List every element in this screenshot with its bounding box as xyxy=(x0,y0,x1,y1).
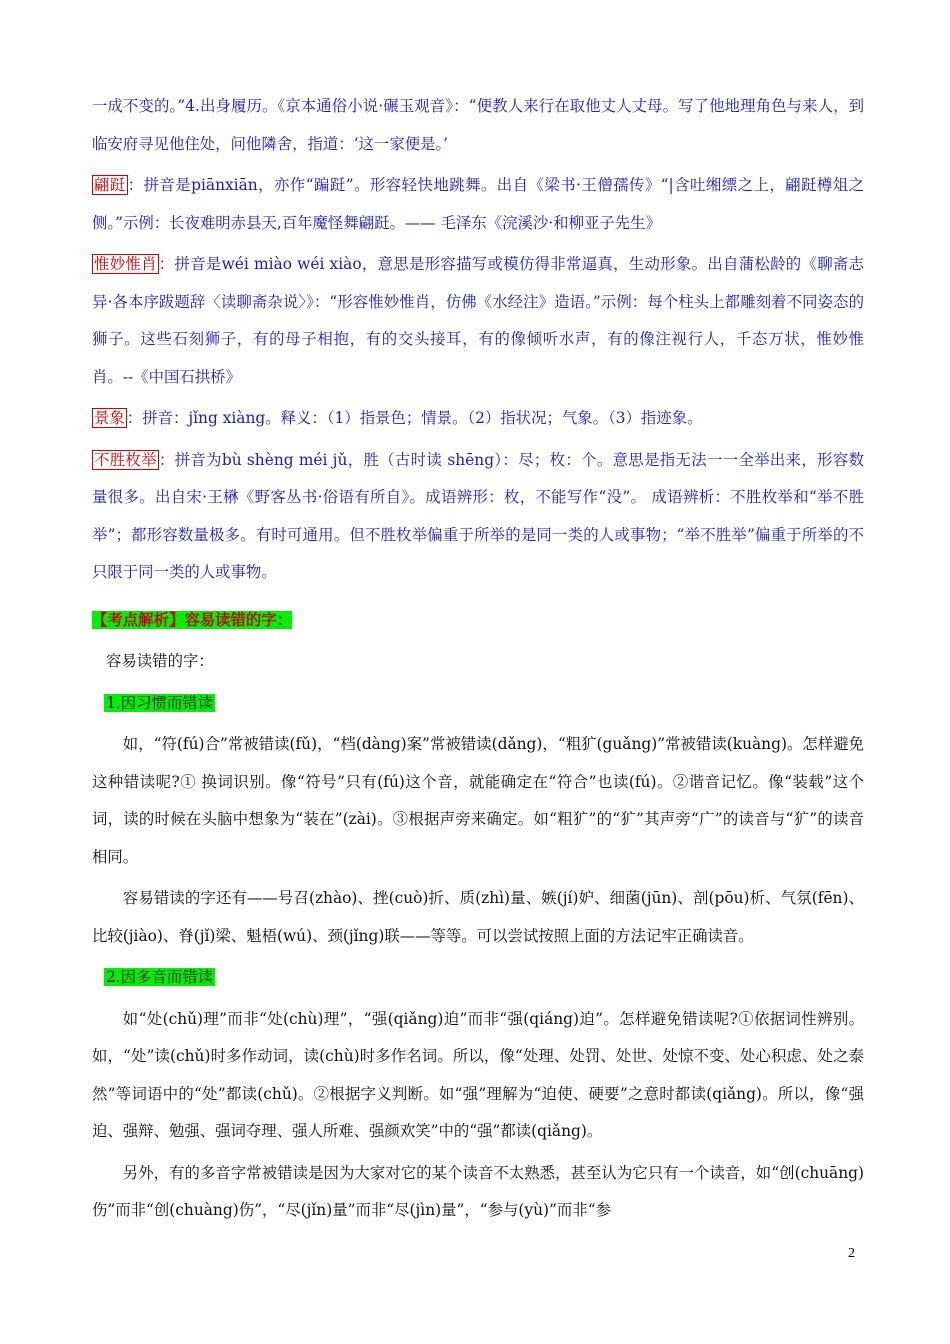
paragraph-jingben: 一成不变的。”4.出身履历。《京本通俗小说·碾玉观音》：“便教人来行在取他丈人丈母。写了他地理角色与来人，到临安府寻见他住处，问他隣舍，指道：‘这一家便是。’ xyxy=(92,97,864,153)
paragraph-polyphone-more: 另外，有的多音字常被错读是因为大家对它的某个读音不太熟悉，甚至认为它只有一个读音，如“创(chuāng)伤”而非“创(chuàng)伤”，“尽(jǐn)量”而非“尽(jìn)量”，“参与(yù)”而非“参 xyxy=(92,1163,864,1219)
term-jingxiang: 景象 xyxy=(94,409,125,427)
definition-jingxiang: ：拼音：jǐng xiàng。释义：（1）指景色；情景。（2）指状况；气象。（3）指迹象。 xyxy=(126,409,703,427)
subsection-heading-polyphone: 2.因多音而错读 xyxy=(106,968,214,986)
definition-weimiaoweixiao: ：拼音是wéi miào wéi xiào，意思是形容描写或模仿得非常逼真，生动形象。出自蒲松龄的《聊斋志异·各本序跋题辞〈读聊斋杂说〉》：“形容惟妙惟肖，仿佛《水经注》造语。”示例：每个柱头上都雕刻着不同姿态的狮子。这些石刻狮子，有的母子相抱，有的交头接耳，有的像倾听水声，有的像注视行人，千态万状，惟妙惟肖。--《中国石拱桥》 xyxy=(92,255,864,386)
paragraph-habit-examples: 容易错读的字还有——号召(zhào)、挫(cuò)折、质(zhì)量、嫉(jí)妒、细菌(jūn)、剖(pōu)析、气氛(fēn)、比较(jiào)、脊(jǐ)梁、魁梧(wú)、颈(jǐng)联——等等。可以尝试按照上面的方法记牢正确读音。 xyxy=(92,889,864,945)
page-content xyxy=(92,88,864,1234)
definition-bushengmeiju: ：拼音为bù shèng méi jǔ，胜（古时读 shēng）：尽；枚：个。意思是指无法一一全举出来，形容数量很多。出自宋·王楙《野客丛书·俗语有所自》。成语辨形：枚，不能写作“没”。 成语辨析：不胜枚举和“举不胜举”；都形容数量极多。有时可通用。但不胜枚举偏重于所举的是同一类的人或事物；“举不胜举”偏重于所举的不只限于同一类的人或事物。 xyxy=(92,450,864,581)
section-intro: 容易读错的字： xyxy=(106,652,214,670)
paragraph-pianxian xyxy=(92,167,864,242)
paragraph-weimiaoweixiao xyxy=(92,246,864,396)
term-pianxian: 翩跹 xyxy=(94,176,126,194)
paragraph-jingxiang xyxy=(92,400,864,438)
term-bushengmeiju: 不胜枚举 xyxy=(94,450,157,469)
paragraph-polyphone-explanation: 如“处(chǔ)理”而非“处(chù)理”，“强(qiǎng)迫”而非“强(qiáng)迫”。怎样避免错读呢?①依据词性辨别。如，“处”读(chǔ)时多作动词，读(chù)时多作名词。所以，像“处理、处罚、处世、处惊不变、处心积虑、处之泰然”等词语中的“处”都读(chǔ)。②根据字义判断。如“强”理解为“迫使、硬要”之意时都读(qiǎng)。所以，像“强迫、强辩、勉强、强词夺理、强人所难、强颜欢笑”中的“强”都读(qiǎng)。 xyxy=(92,1009,864,1140)
subsection-heading-habit: 1.因习惯而错读 xyxy=(106,693,214,712)
section-heading: 【考点解析】容易读错的字： xyxy=(92,610,293,629)
term-weimiaoweixiao: 惟妙惟肖 xyxy=(94,255,157,273)
page-number: 2 xyxy=(848,1246,855,1261)
paragraph-habit-explanation: 如，“符(fú)合”常被错读(fǔ)，“档(dàng)案”常被错读(dǎng)，“粗犷(guǎng)”常被错读(kuàng)。怎样避免这种错读呢?① 换词识别。像“符号”只有(fú)这个音，就能确定在“符合”也读(fú)。②谐音记忆。像“装载”这个词，读的时候在头脑中想象为“装在”(zài)。③根据声旁来确定。如“粗犷”的“犷”其声旁“广”的读音与“犷”的读音相同。 xyxy=(92,735,864,866)
definition-pianxian: ：拼音是piānxiān，亦作“蹁跹”。形容轻快地跳舞。出自《梁书·王僧孺传》“|含吐缃缥之上，翩跹樽俎之侧。”示例：长夜难明赤县天,百年魔怪舞翩跹。—— 毛泽东《浣溪沙·和柳亚子先生》 xyxy=(92,176,864,232)
paragraph-bushengmeiju xyxy=(92,442,864,592)
